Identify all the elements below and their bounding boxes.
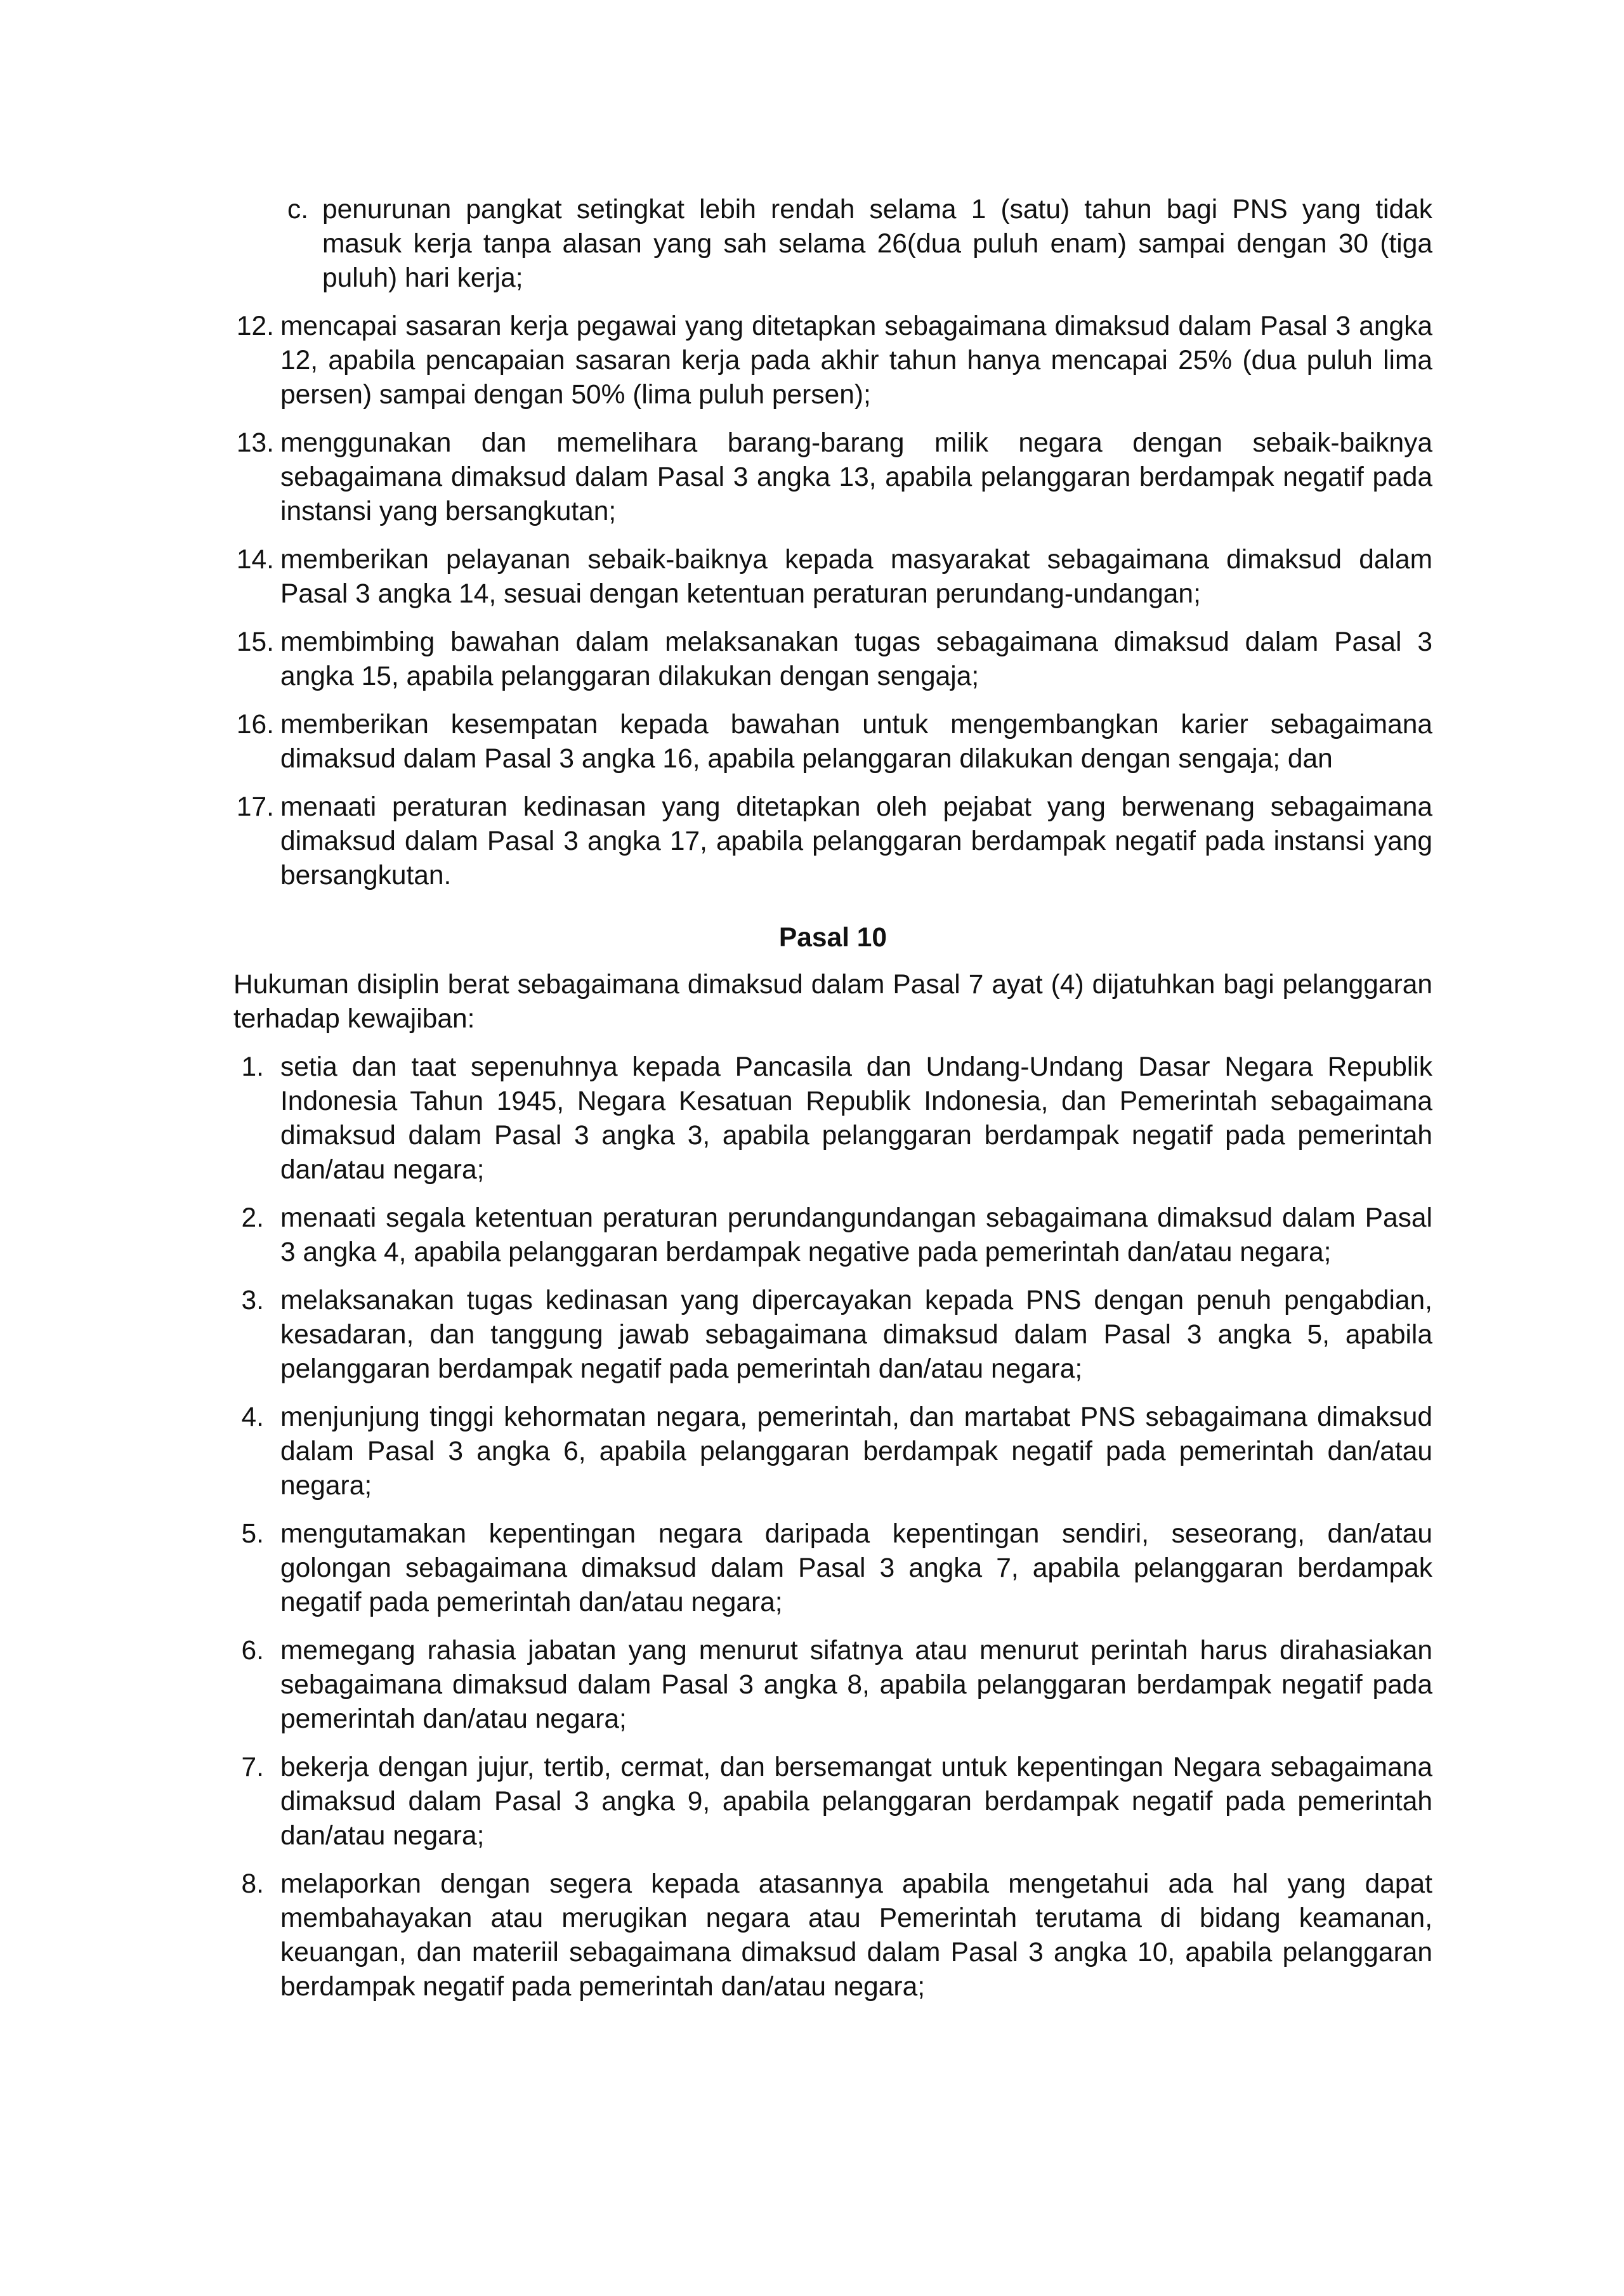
list-number: 6. bbox=[241, 1636, 264, 1666]
list-item-text: setia dan taat sepenuhnya kepada Pancasila dan Undang-Undang Dasar Negara Republik Indonesia Tahun 1945, Negara Kesatuan Republik Indonesia, dan Pemerintah sebagaimana dimaksud dalam Pasal 3 angka 3, apabila pelanggaran berdampak negatif pada pemerintah dan/atau negara; bbox=[280, 1052, 1432, 1185]
list-item-text: melaksanakan tugas kedinasan yang dipercayakan kepada PNS dengan penuh pengabdian, kesadaran, dan tanggung jawab sebagaimana dimaksud dalam Pasal 3 angka 5, apabila pelanggaran berdampak negatif pada pemerintah dan/atau negara; bbox=[280, 1286, 1432, 1384]
list-marker: c. bbox=[287, 195, 308, 225]
list-item-text: memberikan pelayanan sebaik-baiknya kepada masyarakat sebagaimana dimaksud dalam Pasal 3 angka 14, sesuai dengan ketentuan peraturan perundang-undangan; bbox=[280, 545, 1432, 609]
list-number: 12. bbox=[236, 311, 274, 341]
list-item-text: melaporkan dengan segera kepada atasannya apabila mengetahui ada hal yang dapat membahayakan atau merugikan negara atau Pemerintah terutama di bidang keamanan, keuangan, dan materiil sebagaimana dimaksud dalam Pasal 3 angka 10, apabila pelanggaran berdampak negatif pada pemerintah dan/atau negara; bbox=[280, 1869, 1432, 2002]
list-item-15 bbox=[233, 625, 1432, 694]
list-item-text: menaati segala ketentuan peraturan perundangundangan sebagaimana dimaksud dalam Pasal 3 angka 4, apabila pelanggaran berdampak negative pada pemerintah dan/atau negara; bbox=[280, 1203, 1432, 1267]
list-item-text: menaati peraturan kedinasan yang ditetapkan oleh pejabat yang berwenang sebagaimana dimaksud dalam Pasal 3 angka 17, apabila pelanggaran berdampak negatif pada instansi yang bersangkutan. bbox=[280, 792, 1432, 890]
list-number: 7. bbox=[241, 1752, 264, 1782]
list-number: 8. bbox=[241, 1869, 264, 1899]
list-item-text: mengutamakan kepentingan negara daripada kepentingan sendiri, seseorang, dan/atau golongan sebagaimana dimaksud dalam Pasal 3 angka 7, apabila pelanggaran berdampak negatif pada pemerintah dan/atau negara; bbox=[280, 1519, 1432, 1617]
list-number: 15. bbox=[236, 627, 274, 657]
list-number: 2. bbox=[241, 1203, 264, 1233]
pasal10-item-1 bbox=[233, 1050, 1432, 1187]
pasal10-item-6 bbox=[233, 1634, 1432, 1737]
list-item-12 bbox=[233, 310, 1432, 412]
list-number: 4. bbox=[241, 1402, 264, 1432]
list-item-17 bbox=[233, 790, 1432, 893]
list-number: 14. bbox=[236, 545, 274, 575]
list-item-sub-c bbox=[233, 193, 1432, 296]
pasal10-item-5 bbox=[233, 1517, 1432, 1620]
list-item-text: menggunakan dan memelihara barang-barang milik negara dengan sebaik-baiknya sebagaimana dimaksud dalam Pasal 3 angka 13, apabila pelanggaran berdampak negatif pada instansi yang bersangkutan; bbox=[280, 428, 1432, 526]
section-heading-pasal-10: Pasal 10 bbox=[778, 923, 887, 953]
pasal10-item-2 bbox=[233, 1201, 1432, 1270]
list-item-text: menjunjung tinggi kehormatan negara, pemerintah, dan martabat PNS sebagaimana dimaksud dalam Pasal 3 angka 6, apabila pelanggaran berdampak negatif pada pemerintah dan/atau negara; bbox=[280, 1402, 1432, 1501]
list-item-text: bekerja dengan jujur, tertib, cermat, dan bersemangat untuk kepentingan Negara sebagaimana dimaksud dalam Pasal 3 angka 9, apabila pelanggaran berdampak negatif pada pemerintah dan/atau negara; bbox=[280, 1752, 1432, 1851]
document-body bbox=[233, 193, 1432, 2018]
list-item-13 bbox=[233, 426, 1432, 529]
pasal10-item-3 bbox=[233, 1284, 1432, 1386]
list-item-14 bbox=[233, 543, 1432, 611]
list-item-text: penurunan pangkat setingkat lebih rendah selama 1 (satu) tahun bagi PNS yang tidak masuk kerja tanpa alasan yang sah selama 26(dua puluh enam) sampai dengan 30 (tiga puluh) hari kerja; bbox=[322, 195, 1432, 293]
list-item-text: memegang rahasia jabatan yang menurut sifatnya atau menurut perintah harus dirahasiakan sebagaimana dimaksud dalam Pasal 3 angka 8, apabila pelanggaran berdampak negatif pada pemerintah dan/atau negara; bbox=[280, 1636, 1432, 1734]
list-number: 1. bbox=[241, 1052, 264, 1082]
list-number: 3. bbox=[241, 1286, 264, 1315]
pasal10-item-7 bbox=[233, 1751, 1432, 1853]
list-item-text: mencapai sasaran kerja pegawai yang ditetapkan sebagaimana dimaksud dalam Pasal 3 angka 12, apabila pencapaian sasaran kerja pada akhir tahun hanya mencapai 25% (dua puluh lima persen) sampai dengan 50% (lima puluh persen); bbox=[280, 311, 1432, 410]
list-number: 17. bbox=[236, 792, 274, 822]
list-item-text: membimbing bawahan dalam melaksanakan tugas sebagaimana dimaksud dalam Pasal 3 angka 15, apabila pelanggaran dilakukan dengan sengaja; bbox=[280, 627, 1432, 691]
list-item-text: memberikan kesempatan kepada bawahan untuk mengembangkan karier sebagaimana dimaksud dalam Pasal 3 angka 16, apabila pelanggaran dilakukan dengan sengaja; dan bbox=[280, 710, 1432, 774]
list-number: 16. bbox=[236, 710, 274, 740]
pasal10-item-4 bbox=[233, 1400, 1432, 1503]
list-number: 5. bbox=[241, 1519, 264, 1549]
section-intro: Hukuman disiplin berat sebagaimana dimaksud dalam Pasal 7 ayat (4) dijatuhkan bagi pelanggaran terhadap kewajiban: bbox=[233, 970, 1432, 1034]
pasal10-item-8 bbox=[233, 1867, 1432, 2004]
list-item-16 bbox=[233, 708, 1432, 776]
list-number: 13. bbox=[236, 428, 274, 458]
